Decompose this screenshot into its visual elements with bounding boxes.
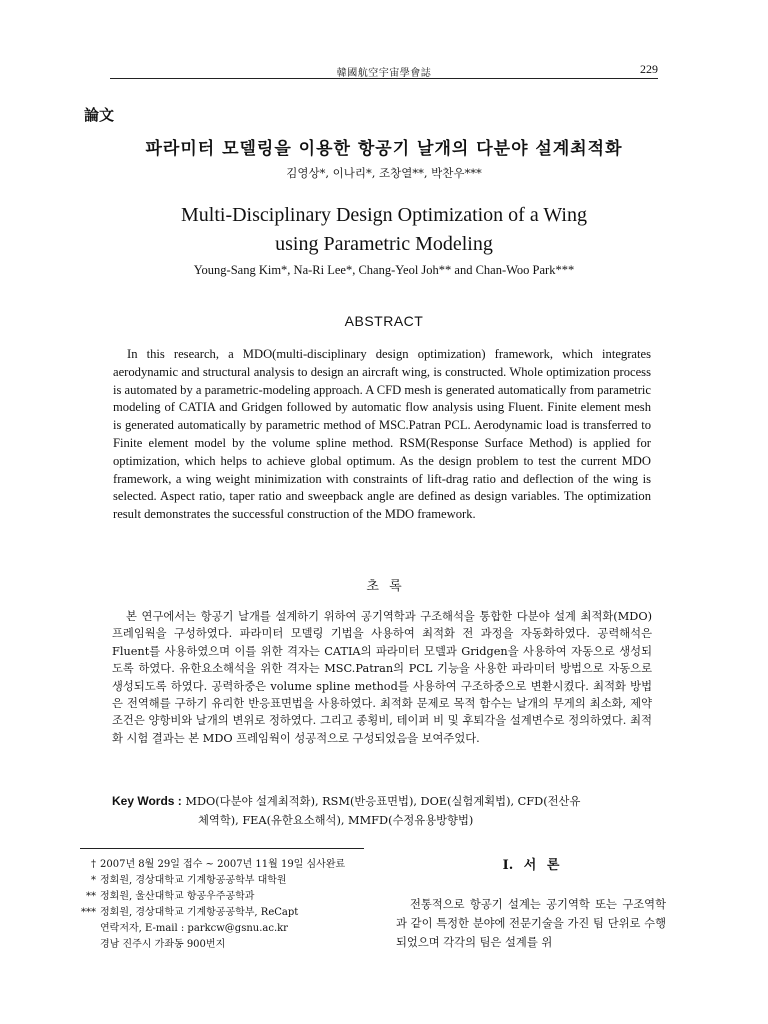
footnote-text: 정회원, 경상대학교 기계항공공학부 대학원 bbox=[100, 875, 287, 886]
footnote-text: 정회원, 울산대학교 항공우주공학과 bbox=[100, 891, 255, 902]
abstract-body bbox=[113, 346, 651, 524]
footnote-received bbox=[80, 857, 380, 873]
footnote-mark: † bbox=[91, 859, 96, 870]
footnote-mark: * bbox=[91, 875, 96, 886]
keywords-line-1 bbox=[112, 792, 660, 811]
footnote-author-2 bbox=[80, 889, 380, 905]
footnote-author-1 bbox=[80, 873, 380, 889]
contact-email: 연락저자, E-mail : parkcw@gsnu.ac.kr bbox=[100, 923, 288, 934]
introduction-paragraph: 전통적으로 항공기 설계는 공기역학 또는 구조역학과 같이 특정한 분야에 전문기술을 가진 팀 단위로 수행되었으며 각각의 팀은 설계를 위 bbox=[396, 898, 666, 950]
footnote-text: 2007년 8월 29일 접수 ~ 2007년 11월 19일 심사완료 bbox=[100, 859, 346, 870]
footnote-divider bbox=[80, 848, 364, 849]
footnote-mark: *** bbox=[81, 907, 96, 918]
footnotes bbox=[80, 857, 380, 953]
contact-address: 경남 진주시 가좌동 900번지 bbox=[100, 939, 226, 950]
footnote-text: 정회원, 경상대학교 기계항공공학부, ReCapt bbox=[100, 907, 299, 918]
article-type-label: 論文 bbox=[84, 106, 115, 124]
korean-abstract-body bbox=[112, 608, 652, 747]
footnote-mark: ** bbox=[86, 891, 96, 902]
korean-authors: 김영상*, 이나리*, 조창열**, 박찬우*** bbox=[286, 166, 482, 180]
keywords bbox=[112, 792, 660, 830]
keywords-text-1: MDO(다분야 설계최적화), RSM(반응표면법), DOE(실험계획법), CFD(전산유 bbox=[185, 795, 581, 808]
korean-abstract-paragraph: 본 연구에서는 항공기 날개를 설계하기 위하여 공기역학과 구조해석을 통합한 다분야 설계 최적화(MDO) 프레임웍을 구성하였다. 파라미터 모델링 기법을 사용하여 최적화 전 과정을 자동화하였다. 공력해석은 Fluent를 사용하였으며 이를 위한 격자는 CATIA의 파라미터 모델과 Gridgen을 사용하여 자동으로 생성되도록 하였다. 유한요소해석을 위한 격자는 MSC.Patran의 PCL 기능을 사용한 파라미터 방법으로 자동으로 생성되도록 하였다. 공력하중은 volume spline method를 사용하여 구조하중으로 변환시켰다. 최적화 방법은 전역해를 구하기 유리한 반응표면법을 사용하였다. 최적화 문제로 목적 함수는 날개의 무게의 최소화, 제약 조건은 양항비와 날개의 변위로 정하였다. 그리고 종횡비, 테이퍼 비 및 후퇴각을 설계변수로 정의하였다. 최적화 시험 결과는 본 MDO 프레임웍이 성공적으로 구성되었음을 보여주었다. bbox=[112, 610, 652, 745]
page-number: 229 bbox=[640, 62, 658, 76]
abstract-paragraph: In this research, a MDO(multi-disciplinary design optimization) framework, which integrates aerodynamic and structural analysis to design an aircraft wing, is constructed. Whole optimization process is automated by a parametric-modeling approach. A CFD mesh is generated automatically from parametric modeling of CATIA and Gridgen followed by automatic flow analysis using Fluent. Finite element mesh is generated automatically by parametric method of MSC.Patran PCL. Aerodynamic load is transferred to Finite element model by the volume spline method. RSM(Response Surface Method) is applied for optimization, which helps to achieve global optimum. As the design problem to test the current MDO framework, a wing weight minimization with constraints of lift-drag ratio and deflection of the wing is selected. Aspect ratio, taper ratio and sweepback angle are defined as design variables. The optimization result demonstrates the successful construction of the MDO framework. bbox=[113, 347, 651, 522]
abstract-heading: ABSTRACT bbox=[344, 313, 424, 329]
footnote-author-3 bbox=[80, 905, 380, 921]
journal-name: 韓國航空宇宙學會誌 bbox=[336, 68, 432, 79]
korean-abstract-heading: 초 록 bbox=[366, 579, 402, 594]
introduction-body bbox=[396, 895, 666, 953]
section-heading-introduction: Ⅰ. 서 론 bbox=[502, 858, 560, 873]
running-header bbox=[110, 62, 658, 79]
keywords-line-2: 체역학), FEA(유한요소해석), MMFD(수정유용방향법) bbox=[198, 814, 474, 827]
korean-title: 파라미터 모델링을 이용한 항공기 날개의 다분야 설계최적화 bbox=[145, 139, 623, 159]
english-title-line-2: using Parametric Modeling bbox=[275, 233, 493, 255]
english-authors: Young-Sang Kim*, Na-Ri Lee*, Chang-Yeol Joh** and Chan-Woo Park*** bbox=[193, 263, 575, 277]
keywords-label: Key Words : bbox=[112, 794, 182, 808]
english-title-line-1: Multi-Disciplinary Design Optimization of a Wing bbox=[181, 204, 587, 226]
